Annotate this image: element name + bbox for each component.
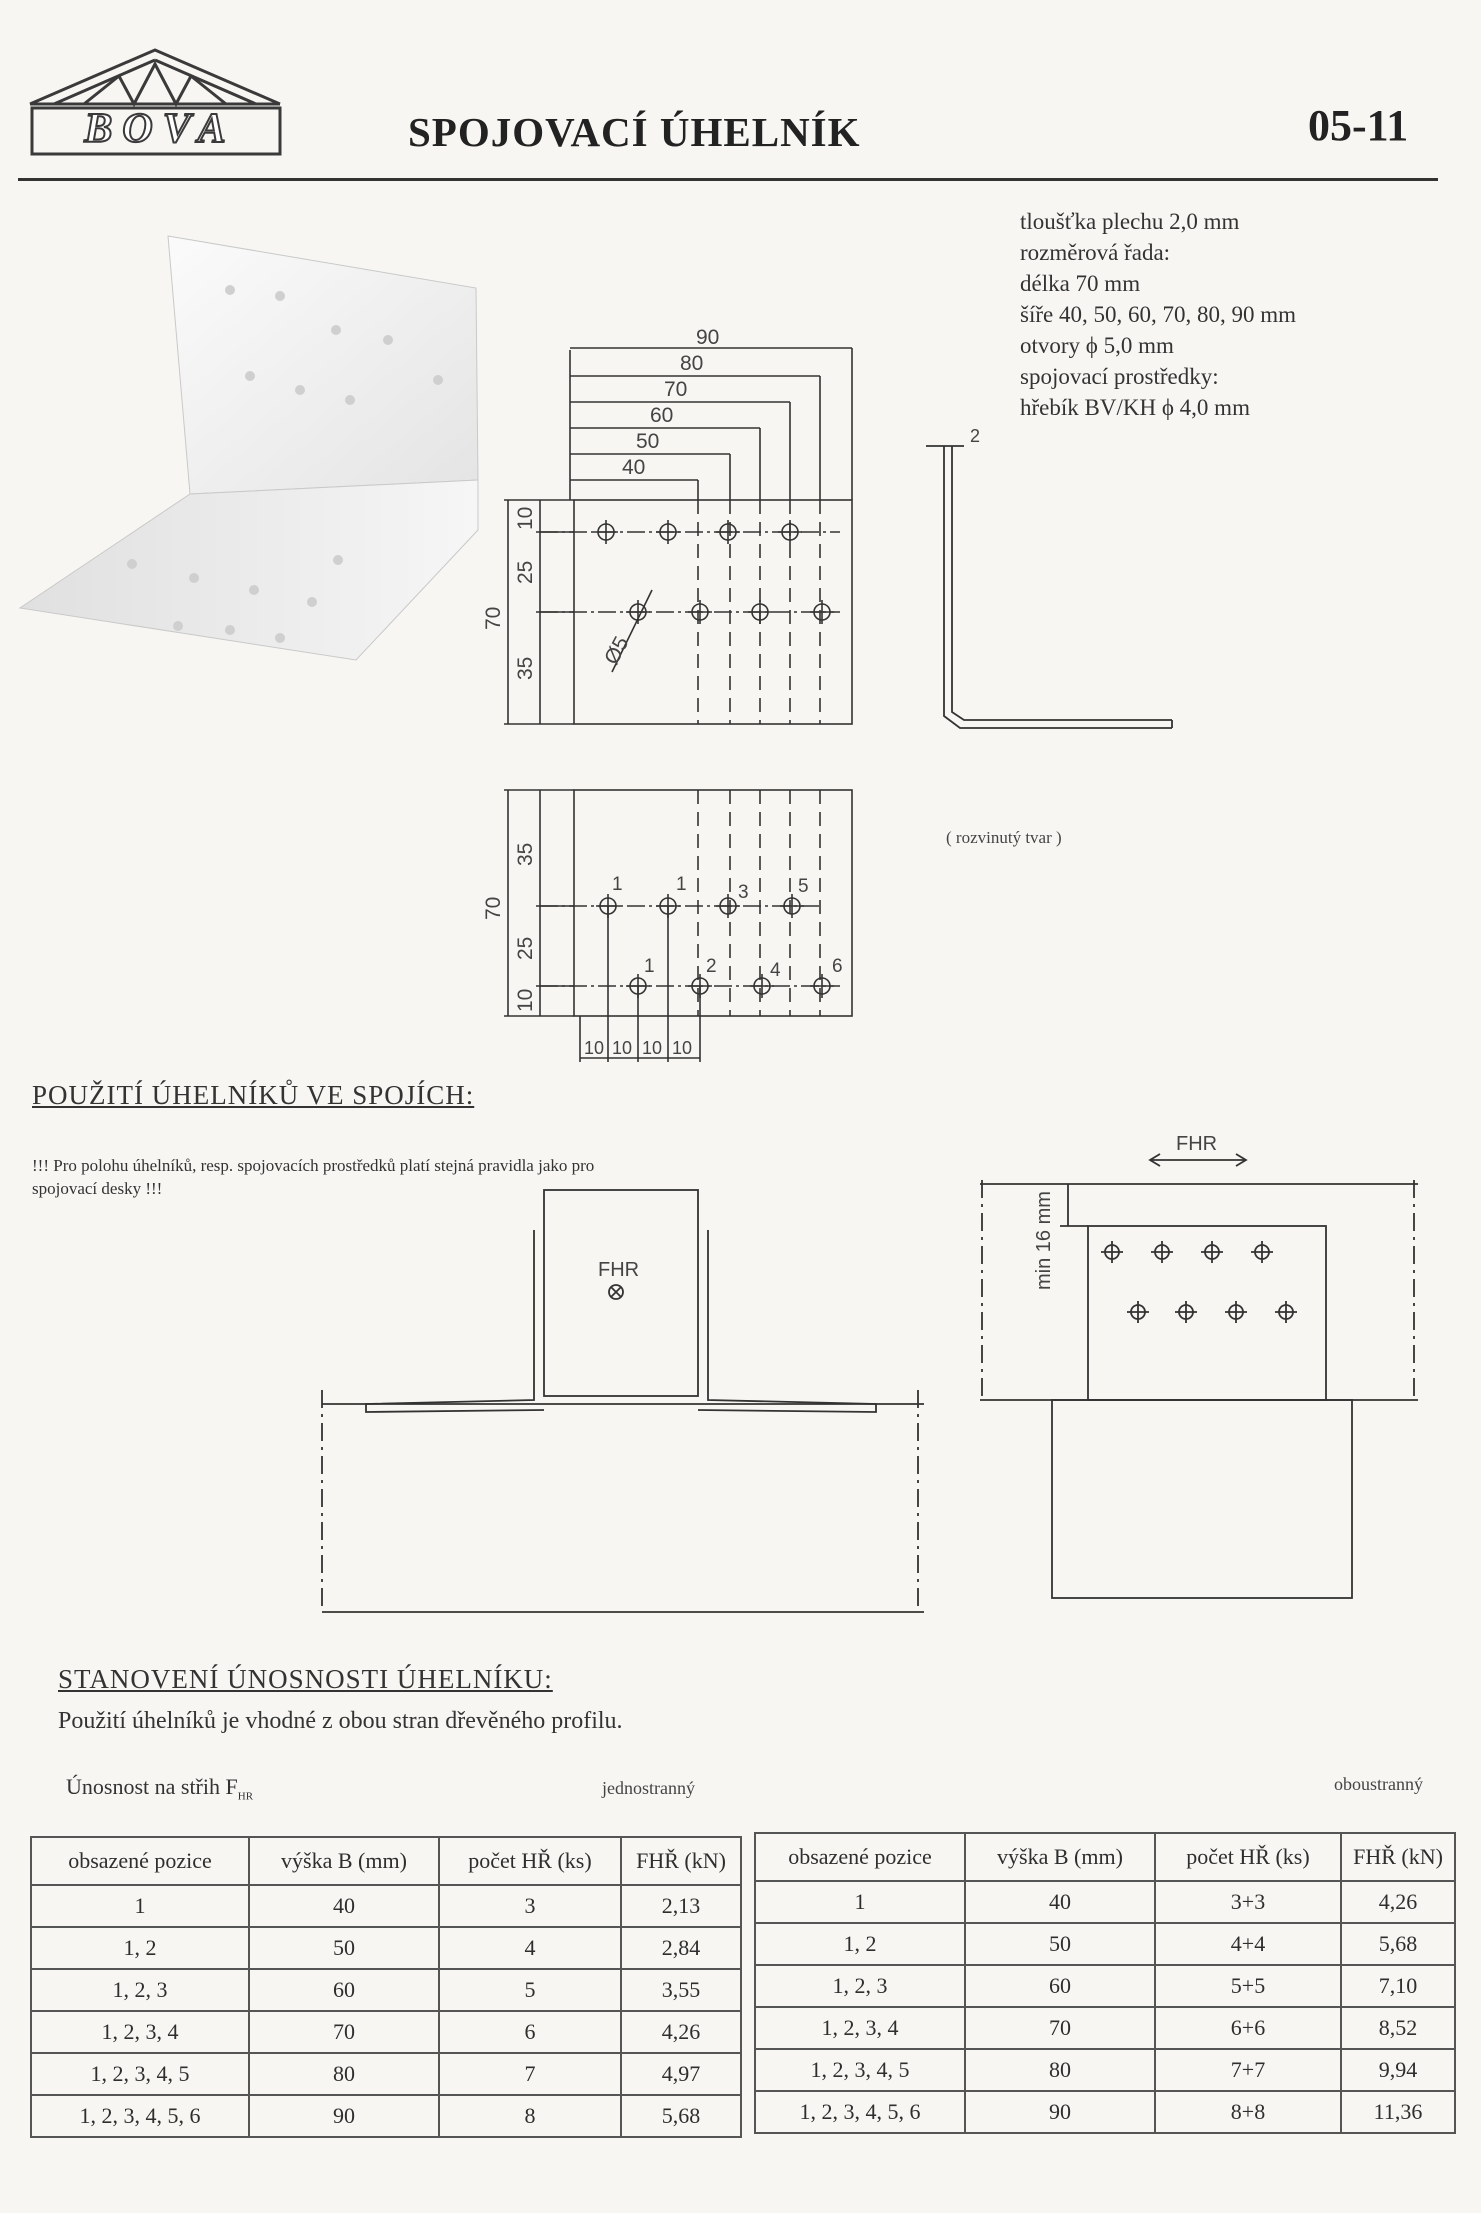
pos-label-1a: 1 xyxy=(612,874,623,895)
cell: 1, 2, 3, 4, 5, 6 xyxy=(31,2095,249,2137)
cell: 2,84 xyxy=(621,1927,741,1969)
dim-hole-diameter: Ø5 xyxy=(600,632,634,669)
dim-spacing-3: 10 xyxy=(642,1038,663,1058)
min-distance-label: min 16 mm xyxy=(1033,1191,1055,1290)
table-row xyxy=(31,2095,741,2137)
usage-drawing-left xyxy=(322,1190,924,1612)
front-view-holes xyxy=(594,520,834,624)
cell: 5 xyxy=(439,1969,621,2011)
cell: 8 xyxy=(439,2095,621,2137)
document-code: 05-11 xyxy=(1308,101,1409,150)
cell: 6 xyxy=(439,2011,621,2053)
cell: 1, 2, 3, 4, 5 xyxy=(755,2049,965,2091)
dim-width-1: 80 xyxy=(680,352,704,375)
unfolded-caption: ( rozvinutý tvar ) xyxy=(946,828,1062,847)
cell: 60 xyxy=(965,1965,1155,2007)
cell: 1, 2 xyxy=(31,1927,249,1969)
dim-width-5: 40 xyxy=(622,456,646,479)
cell: 50 xyxy=(249,1927,439,1969)
cell: 7,10 xyxy=(1341,1965,1455,2007)
cell: 3,55 xyxy=(621,1969,741,2011)
table-header-row xyxy=(755,1833,1455,1881)
cell: 4,26 xyxy=(621,2011,741,2053)
pos-label-1c: 1 xyxy=(644,956,655,977)
cell: 4,26 xyxy=(1341,1881,1455,1923)
force-label-left: FHR xyxy=(598,1259,640,1281)
col-nail-count: počet HŘ (ks) xyxy=(1155,1833,1341,1881)
table-row xyxy=(31,1885,741,1927)
shear-label-sub: HR xyxy=(237,1790,254,1803)
cell: 50 xyxy=(965,1923,1155,1965)
cell: 5,68 xyxy=(621,2095,741,2137)
usage-note: !!! Pro polohu úhelníků, resp. spojovacích prostředků platí stejná pravidla jako pro spojovací desky !!! xyxy=(32,1156,595,1198)
pos-label-3: 3 xyxy=(738,882,749,903)
spec-fasteners-label: spojovací prostředky: xyxy=(1020,364,1219,389)
pos-label-1b: 1 xyxy=(676,874,687,895)
cell: 90 xyxy=(965,2091,1155,2133)
table-row xyxy=(755,2049,1455,2091)
capacity-intro: Použití úhelníků je vhodné z obou stran dřevěného profilu. xyxy=(58,1708,623,1734)
cell: 40 xyxy=(965,1881,1155,1923)
dim-thickness: 2 xyxy=(970,426,981,446)
cell: 7+7 xyxy=(1155,2049,1341,2091)
col-force: FHŘ (kN) xyxy=(621,1837,741,1885)
unfolded-view xyxy=(504,790,852,1062)
cell: 70 xyxy=(965,2007,1155,2049)
cell: 3+3 xyxy=(1155,1881,1341,1923)
dim-width-2: 70 xyxy=(664,378,688,401)
dim-total-unfolded: 70 xyxy=(482,896,505,920)
dim-width-0: 90 xyxy=(696,326,720,349)
pos-label-6: 6 xyxy=(832,956,843,977)
col-positions: obsazené pozice xyxy=(755,1833,965,1881)
spec-length: délka 70 mm xyxy=(1020,271,1141,296)
col-force: FHŘ (kN) xyxy=(1341,1833,1455,1881)
dim-spacing-2: 10 xyxy=(612,1038,633,1058)
col-nail-count: počet HŘ (ks) xyxy=(439,1837,621,1885)
table-row xyxy=(31,2011,741,2053)
spec-nail: hřebík BV/KH ϕ 4,0 mm xyxy=(1020,395,1250,420)
dim-width-3: 60 xyxy=(650,404,674,427)
cell: 2,13 xyxy=(621,1885,741,1927)
spec-thickness: tloušťka plechu 2,0 mm xyxy=(1020,209,1240,234)
usage-heading: POUŽITÍ ÚHELNÍKŮ VE SPOJÍCH: xyxy=(32,1080,475,1110)
cell: 8+8 xyxy=(1155,2091,1341,2133)
dim-spacing-1: 10 xyxy=(584,1038,605,1058)
dim-width-4: 50 xyxy=(636,430,660,453)
cell: 4,97 xyxy=(621,2053,741,2095)
cell: 1 xyxy=(755,1881,965,1923)
table-row xyxy=(31,1969,741,2011)
table-row xyxy=(755,1965,1455,2007)
cell: 80 xyxy=(249,2053,439,2095)
dim-height-10-front: 10 xyxy=(514,506,537,530)
cell: 6+6 xyxy=(1155,2007,1341,2049)
table-row xyxy=(755,1923,1455,1965)
shear-label-text: Únosnost na střih F xyxy=(66,1774,238,1799)
double-sided-table xyxy=(754,1832,1456,2134)
shear-capacity-label xyxy=(66,1774,253,1802)
cell: 90 xyxy=(249,2095,439,2137)
single-sided-table xyxy=(30,1836,742,2138)
dim-height-25-front: 25 xyxy=(514,560,537,584)
single-sided-label: jednostranný xyxy=(602,1778,695,1798)
pos-label-4: 4 xyxy=(770,960,781,981)
dim-height-10-unfolded: 10 xyxy=(514,988,537,1012)
dim-height-35-front: 35 xyxy=(514,656,537,680)
capacity-heading: STANOVENÍ ÚNOSNOSTI ÚHELNÍKU: xyxy=(58,1664,553,1694)
cell: 4+4 xyxy=(1155,1923,1341,1965)
spec-range-label: rozměrová řada: xyxy=(1020,240,1171,265)
cell: 1, 2, 3, 4, 5, 6 xyxy=(755,2091,965,2133)
page-title: SPOJOVACÍ ÚHELNÍK xyxy=(408,109,861,155)
cell: 11,36 xyxy=(1341,2091,1455,2133)
table-row xyxy=(755,2007,1455,2049)
dim-height-25-unfolded: 25 xyxy=(514,936,537,960)
cell: 1, 2, 3 xyxy=(755,1965,965,2007)
spec-holes: otvory ϕ 5,0 mm xyxy=(1020,333,1174,358)
col-height: výška B (mm) xyxy=(965,1833,1155,1881)
cell: 70 xyxy=(249,2011,439,2053)
table-row xyxy=(31,2053,741,2095)
col-positions: obsazené pozice xyxy=(31,1837,249,1885)
cell: 7 xyxy=(439,2053,621,2095)
side-profile xyxy=(926,446,1172,728)
pos-label-2: 2 xyxy=(706,956,717,977)
dim-spacing-4: 10 xyxy=(672,1038,693,1058)
cell: 5,68 xyxy=(1341,1923,1455,1965)
dim-height-35-unfolded: 35 xyxy=(514,842,537,866)
cell: 1, 2 xyxy=(755,1923,965,1965)
cell: 8,52 xyxy=(1341,2007,1455,2049)
cell: 3 xyxy=(439,1885,621,1927)
brand-logo-text: BOVA xyxy=(84,106,236,152)
cell: 1, 2, 3, 4 xyxy=(31,2011,249,2053)
cell: 1, 2, 3, 4, 5 xyxy=(31,2053,249,2095)
table-header-row xyxy=(31,1837,741,1885)
pos-label-5: 5 xyxy=(798,876,809,897)
dim-total-front: 70 xyxy=(482,606,505,630)
cell: 60 xyxy=(249,1969,439,2011)
cell: 1 xyxy=(31,1885,249,1927)
force-label-right: FHR xyxy=(1176,1133,1218,1155)
cell: 1, 2, 3, 4 xyxy=(755,2007,965,2049)
spec-widths: šíře 40, 50, 60, 70, 80, 90 mm xyxy=(1020,302,1296,327)
double-sided-label: oboustranný xyxy=(1334,1774,1423,1794)
cell: 1, 2, 3 xyxy=(31,1969,249,2011)
cell: 80 xyxy=(965,2049,1155,2091)
table-row xyxy=(755,1881,1455,1923)
table-row xyxy=(31,1927,741,1969)
cell: 5+5 xyxy=(1155,1965,1341,2007)
cell: 40 xyxy=(249,1885,439,1927)
cell: 4 xyxy=(439,1927,621,1969)
col-height: výška B (mm) xyxy=(249,1837,439,1885)
cell: 9,94 xyxy=(1341,2049,1455,2091)
table-row xyxy=(755,2091,1455,2133)
